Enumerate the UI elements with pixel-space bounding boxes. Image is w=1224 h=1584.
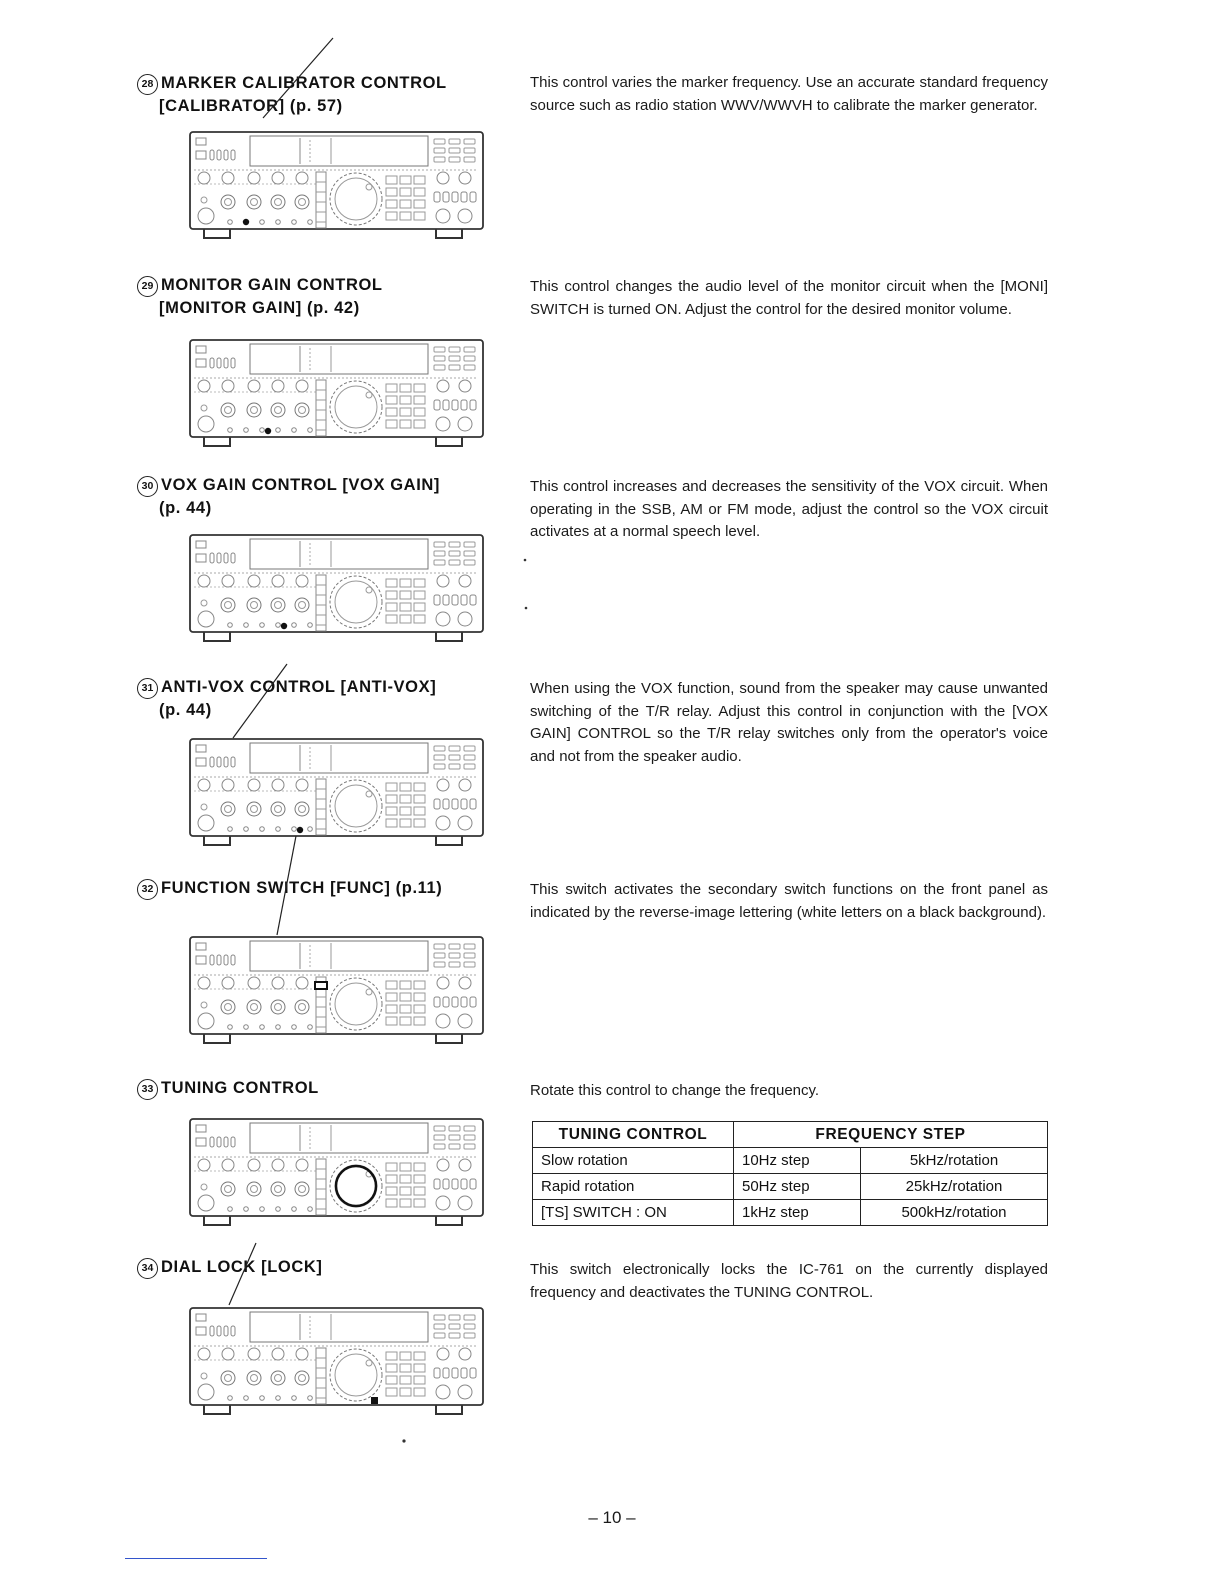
section-number: 29 [137, 276, 158, 297]
radio-illustration [188, 338, 485, 448]
table-row [533, 1148, 1048, 1174]
table-cell: [TS] SWITCH : ON [533, 1200, 734, 1226]
radio-front-panel-drawing [188, 533, 485, 643]
section-33-heading [137, 1077, 497, 1100]
section-number: 31 [137, 678, 158, 699]
table-cell: Rapid rotation [533, 1174, 734, 1200]
section-30-description: This control increases and decreases the sensitivity of the VOX circuit. When operating in the SSB, AM or FM mode, adjust the control so the VOX circuit activates at a normal speech level. [530, 478, 1048, 540]
radio-front-panel-drawing [188, 130, 485, 240]
table-cell: 25kHz/rotation [861, 1174, 1048, 1200]
radio-illustration [188, 935, 485, 1045]
section-number: 32 [137, 879, 158, 900]
table-cell: 1kHz step [734, 1200, 861, 1226]
speck [525, 607, 528, 610]
radio-illustration [188, 130, 485, 240]
section-29-description: This control changes the audio level of the monitor circuit when the [MONI] SWITCH is turned ON. Adjust the control for the desired monitor volume. [530, 278, 1048, 318]
section-32-description: This switch activates the secondary switch functions on the front panel as indicated by the reverse-image lettering (white letters on a black background). [530, 881, 1048, 921]
page-number: – 10 – [588, 1508, 636, 1527]
radio-illustration [188, 533, 485, 643]
section-28-heading [137, 72, 497, 117]
table-cell: 10Hz step [734, 1148, 861, 1174]
section-34-description: This switch electronically locks the IC-761 on the currently displayed frequency and deactivates the TUNING CONTROL. [530, 1261, 1048, 1301]
table-cell: 50Hz step [734, 1174, 861, 1200]
section-reference: (p. 44) [159, 499, 212, 517]
table-header: TUNING CONTROL [533, 1122, 734, 1148]
radio-illustration [188, 1306, 485, 1416]
section-30-heading [137, 474, 497, 519]
table-cell: Slow rotation [533, 1148, 734, 1174]
section-number: 34 [137, 1258, 158, 1279]
table-header-row [533, 1122, 1048, 1148]
section-title: MONITOR GAIN CONTROL [161, 276, 383, 294]
radio-illustration [188, 737, 485, 847]
section-title: FUNCTION SWITCH [FUNC] (p.11) [161, 879, 443, 897]
section-reference: (p. 44) [159, 701, 212, 719]
footnote-rule [125, 1558, 267, 1559]
table-row [533, 1200, 1048, 1226]
section-reference: [MONITOR GAIN] (p. 42) [159, 299, 360, 317]
table-cell: 500kHz/rotation [861, 1200, 1048, 1226]
radio-illustration [188, 1117, 485, 1227]
section-number: 30 [137, 476, 158, 497]
section-reference: [CALIBRATOR] (p. 57) [159, 97, 343, 115]
section-32-heading [137, 877, 497, 900]
section-number: 28 [137, 74, 158, 95]
section-31-heading [137, 676, 497, 721]
table-row [533, 1174, 1048, 1200]
section-29-heading [137, 274, 497, 319]
section-title: ANTI-VOX CONTROL [ANTI-VOX] [161, 678, 437, 696]
table-cell: 5kHz/rotation [861, 1148, 1048, 1174]
section-title: MARKER CALIBRATOR CONTROL [161, 74, 447, 92]
table-header: FREQUENCY STEP [734, 1122, 1048, 1148]
radio-front-panel-drawing [188, 737, 485, 847]
radio-front-panel-drawing [188, 1117, 485, 1227]
section-title: TUNING CONTROL [161, 1079, 319, 1097]
tuning-step-table [532, 1121, 1048, 1226]
section-31-description: When using the VOX function, sound from the speaker may cause unwanted switching of the T/R relay. Adjust this control in conjunction with the [VOX GAIN] CONTROL so the T/R relay switches only from the operator's voice and not from the speaker audio. [530, 680, 1048, 765]
radio-front-panel-drawing [188, 1306, 485, 1416]
section-title: DIAL LOCK [LOCK] [161, 1258, 323, 1276]
speck [402, 1439, 405, 1442]
section-number: 33 [137, 1079, 158, 1100]
radio-front-panel-drawing [188, 338, 485, 448]
speck [524, 559, 527, 562]
section-28-description: This control varies the marker frequency. Use an accurate standard frequency source such as radio station WWV/WWVH to calibrate the marker generator. [530, 74, 1048, 114]
section-34-heading [137, 1256, 497, 1279]
section-title: VOX GAIN CONTROL [VOX GAIN] [161, 476, 440, 494]
radio-front-panel-drawing [188, 935, 485, 1045]
section-33-description: Rotate this control to change the frequency. [530, 1082, 820, 1099]
